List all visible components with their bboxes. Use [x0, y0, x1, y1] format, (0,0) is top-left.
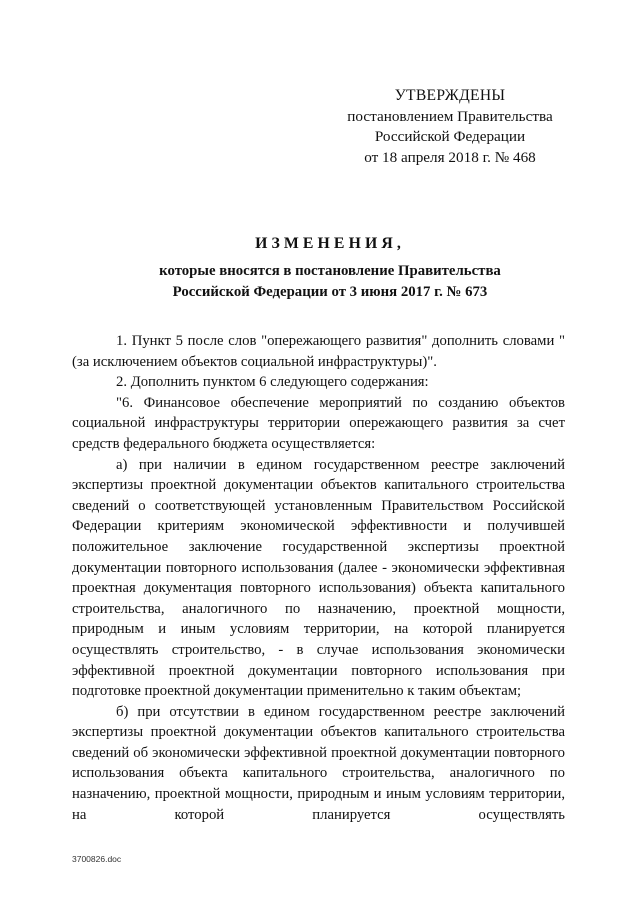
approval-line-2: Российской Федерации: [374, 128, 526, 145]
paragraph-4: а) при наличии в едином государственном реестре заключений экспертизы проектной документации объектов капитального строительства сведений о соответствующей установленным Правительством Российской Федерации критериям экономической эффективности и получившей положительное заключение государственной экспертизы проектной документации повторного использования (далее - экономически эффективная проектная документация повторного использования) объекта капитального строительства, аналогичного по назначению, проектной мощности, природным и иным условиям территории, на которой планируется осуществлять строительство, - в случае использования экономически эффективной проектной документации повторного использования при подготовке проектной документации применительно к таким объектам;: [72, 456, 565, 700]
paragraph-2: 2. Дополнить пунктом 6 следующего содержания:: [116, 374, 429, 391]
approval-line-3: от 18 апреля 2018 г. № 468: [364, 148, 536, 166]
paragraph-5: б) при отсутствии в едином государственном реестре заключений экспертизы проектной документации объектов капитального строительства сведений об экономически эффективной проектной документации повторного использования объекта капитального строительства, аналогичного по назначению, проектной мощности, природным и иным условиям территории, на которой планируется осуществлять: [72, 703, 565, 823]
paragraph-3: "6. Финансовое обеспечение мероприятий по созданию объектов социальной инфраструктуры территории опережающего развития за счет средств федерального бюджета осуществляется:: [72, 394, 565, 452]
paragraph-1: 1. Пункт 5 после слов "опережающего развития" дополнить словами "(за исключением объектов социальной инфраструктуры)".: [72, 333, 565, 370]
approval-title: УТВЕРЖДЕНЫ: [394, 87, 506, 104]
document-body: [72, 331, 565, 825]
heading-subtitle-line-2: Российской Федерации от 3 июня 2017 г. № 673: [172, 283, 488, 300]
footer-filename: 3700826.doc: [72, 854, 122, 864]
approval-line-1: постановлением Правительства: [347, 107, 553, 125]
document-heading: [100, 234, 560, 302]
heading-title: ИЗМЕНЕНИЯ,: [255, 235, 405, 252]
approval-stamp: [328, 86, 572, 168]
heading-subtitle-line-1: которые вносятся в постановление Правительства: [159, 263, 501, 279]
